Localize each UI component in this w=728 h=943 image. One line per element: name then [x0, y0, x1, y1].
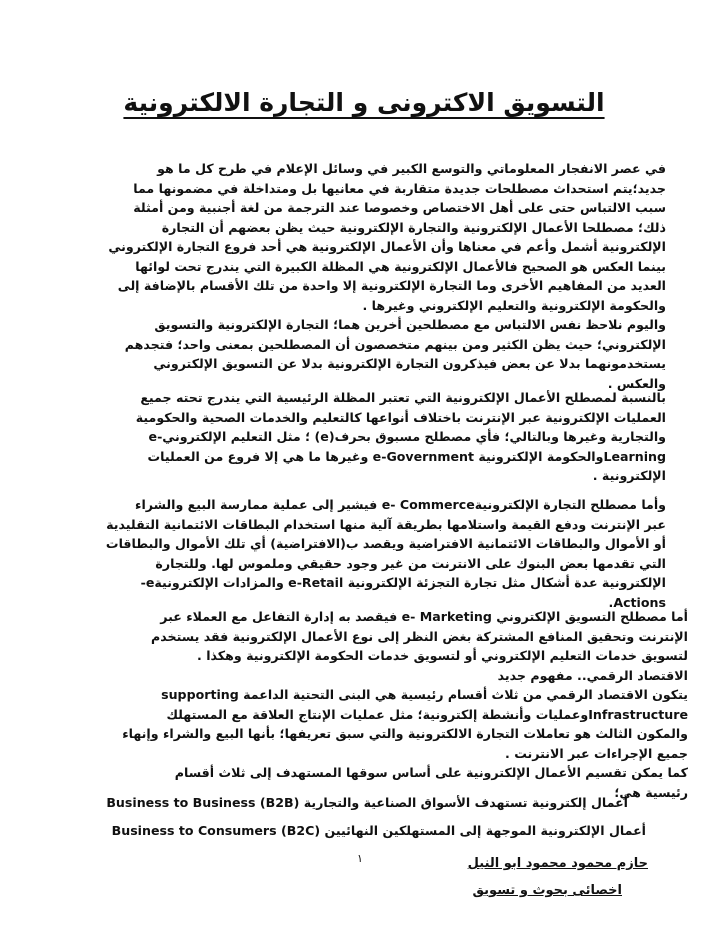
list-item-b2b: أعمال إلكترونية تستهدف الأسواق الصناعية والتجارية Business to Business (B2B)	[106, 795, 628, 810]
text-line: واليوم نلاحظ نفس الالتباس مع مصطلحين أخرين هما؛ التجارة الإلكترونية والتسويق	[154, 317, 666, 332]
text-line: لتسويق خدمات التعليم الإلكتروني أو لتسويق خدمات الحكومة الإلكترونية وهكذا .	[197, 648, 688, 663]
text-line: العديد من المفاهيم الأخرى وما التجارة الإلكترونية إلا واحدة من تلك الأقسام بالإضافة إلى	[117, 278, 666, 293]
text-line: Infrastructureوعمليات وأنشطة إلكترونية؛ مثل عمليات الإنتاج العلاقة مع المستهلك	[166, 706, 688, 722]
text-line: جميع الإجراءات عبر الانترنت .	[505, 745, 688, 761]
text-line: أو الأموال والبطاقات الائتمانية الافتراضية ويقصد ب(الافتراضية) أي تلك الأموال والبطاقات	[105, 536, 666, 551]
text-line: والمكون الثالث هو تعاملات التجارة الالكترونية والتي سبق تعريفها؛ بأنها البيع والشراء وإنهاء	[122, 726, 688, 741]
text-line: الإلكترونية .	[592, 468, 666, 483]
paragraph-e-marketing	[48, 607, 688, 802]
text-line: سبب الالتباس حتى على أهل الاختصاص وخصوصا عند الترجمة من لغة أجنبية ومن أمثلة	[133, 200, 666, 215]
text-line: كما يمكن تقسيم الأعمال الإلكترونية على أساس سوقها المستهدف إلى ثلاث أقسام	[174, 765, 688, 780]
text-line: أما مصطلح التسويق الإلكتروني e- Marketing فيقصد به إدارة التفاعل مع العملاء عبر	[160, 609, 688, 624]
text-line: والحكومة الإلكترونية والتعليم الإلكتروني وغيرها .	[362, 297, 666, 313]
text-line: الإلكترونية أشمل وأعم في معناها وأن الأعمال الإلكترونية هي أحد فروع التجارة الإلكتروني	[108, 239, 666, 254]
paragraph-intro	[56, 159, 666, 393]
text-line: الاقتصاد الرقمي.. مفهوم جديد	[497, 667, 688, 683]
text-line: جديد؛يتم استحداث مصطلحات جديدة متقاربة في معانيها بل ومتداخلة في مضمونها مما	[133, 180, 666, 196]
text-line: في عصر الانفجار المعلوماتي والتوسع الكبير في وسائل الإعلام في طرح كل ما هو	[157, 161, 666, 176]
page-number: ١	[357, 852, 363, 865]
text-line: والعكس .	[607, 375, 666, 391]
text-line: يتكون الاقتصاد الرقمي من ثلاث أقسام رئيسية هي البنى التحتية الداعمة supporting	[161, 687, 688, 702]
text-line: ذلك؛ مصطلحا الأعمال الإلكترونية والتجارة الإلكترونية حيث يظن بعضهم أن التجارة	[161, 219, 666, 235]
text-line: الإلكتروني؛ حيث يظن الكثير ومن بينهم متخصصون أن المصطلحين بمعنى واحد؛ فتجدهم	[124, 336, 666, 352]
text-line: رئيسية هي؛	[614, 784, 688, 800]
text-line: يستخدمونهما بدلا عن بعض فيذكرون التجارة الإلكترونية بدلا عن التسويق الإلكتروني	[153, 356, 666, 371]
list-item-b2c: أعمال الإلكترونية الموجهة إلى المستهلكين النهائيين Business to Consumers (B2C)	[111, 823, 646, 838]
page-title: التسويق الاكترونى و التجارة الالكترونية	[123, 88, 605, 117]
text-line: العمليات الإلكترونية عبر الإنترنت باختلاف أنواعها كالتعليم والخدمات الصحية والحكومية	[135, 409, 666, 425]
text-line: الإنترنت وتحقيق المنافع المشتركة بغض النظر إلى نوع الأعمال الإلكترونية فقد يستخدم	[151, 628, 688, 644]
text-line: Learningوالحكومة الإلكترونية e-Government وغيرها ما هي إلا فروع من العمليات	[147, 448, 666, 464]
text-line: والتجارية وغيرها وبالتالي؛ فأي مصطلح مسبوق بحرف(e) ؛ مثل التعليم الإلكتروني-e	[148, 429, 666, 444]
text-line: الإلكترونية عدة أشكال مثل تجارة التجزئة الإلكترونية e-Retail والمزادات الإلكترونيةe-	[140, 575, 666, 590]
text-line: بالنسبة لمصطلح الأعمال الإلكترونية التي تعتبر المظلة الرئيسية التي يندرج تحته جميع	[140, 390, 666, 405]
author-name: حازم محمود محمود ابو النيل	[467, 856, 648, 871]
paragraph-e-commerce	[46, 495, 666, 612]
text-line: التي تقدمها بعض البنوك على الانترنت من غير وجود حقيقي وملموس لها. وللتجارة	[155, 555, 666, 571]
text-line: بينما العكس هو الصحيح فالأعمال الإلكترونية هي المظلة الكبيرة التي يندرج تحت لوائها	[135, 258, 666, 274]
text-line: عبر الإنترنت ودفع القيمة واستلامها بطريقة آلية منها استخدام البطاقات الائتمانية التقليدية	[106, 516, 666, 532]
paragraph-e-business	[56, 388, 666, 486]
text-line: وأما مصطلح التجارة الإلكترونيةe- Commerce فيشير إلى عملية ممارسة البيع والشراء	[135, 497, 666, 512]
text-line: Actions.	[608, 594, 666, 610]
author-role: اخصائى بحوث و تسويق	[472, 883, 622, 898]
